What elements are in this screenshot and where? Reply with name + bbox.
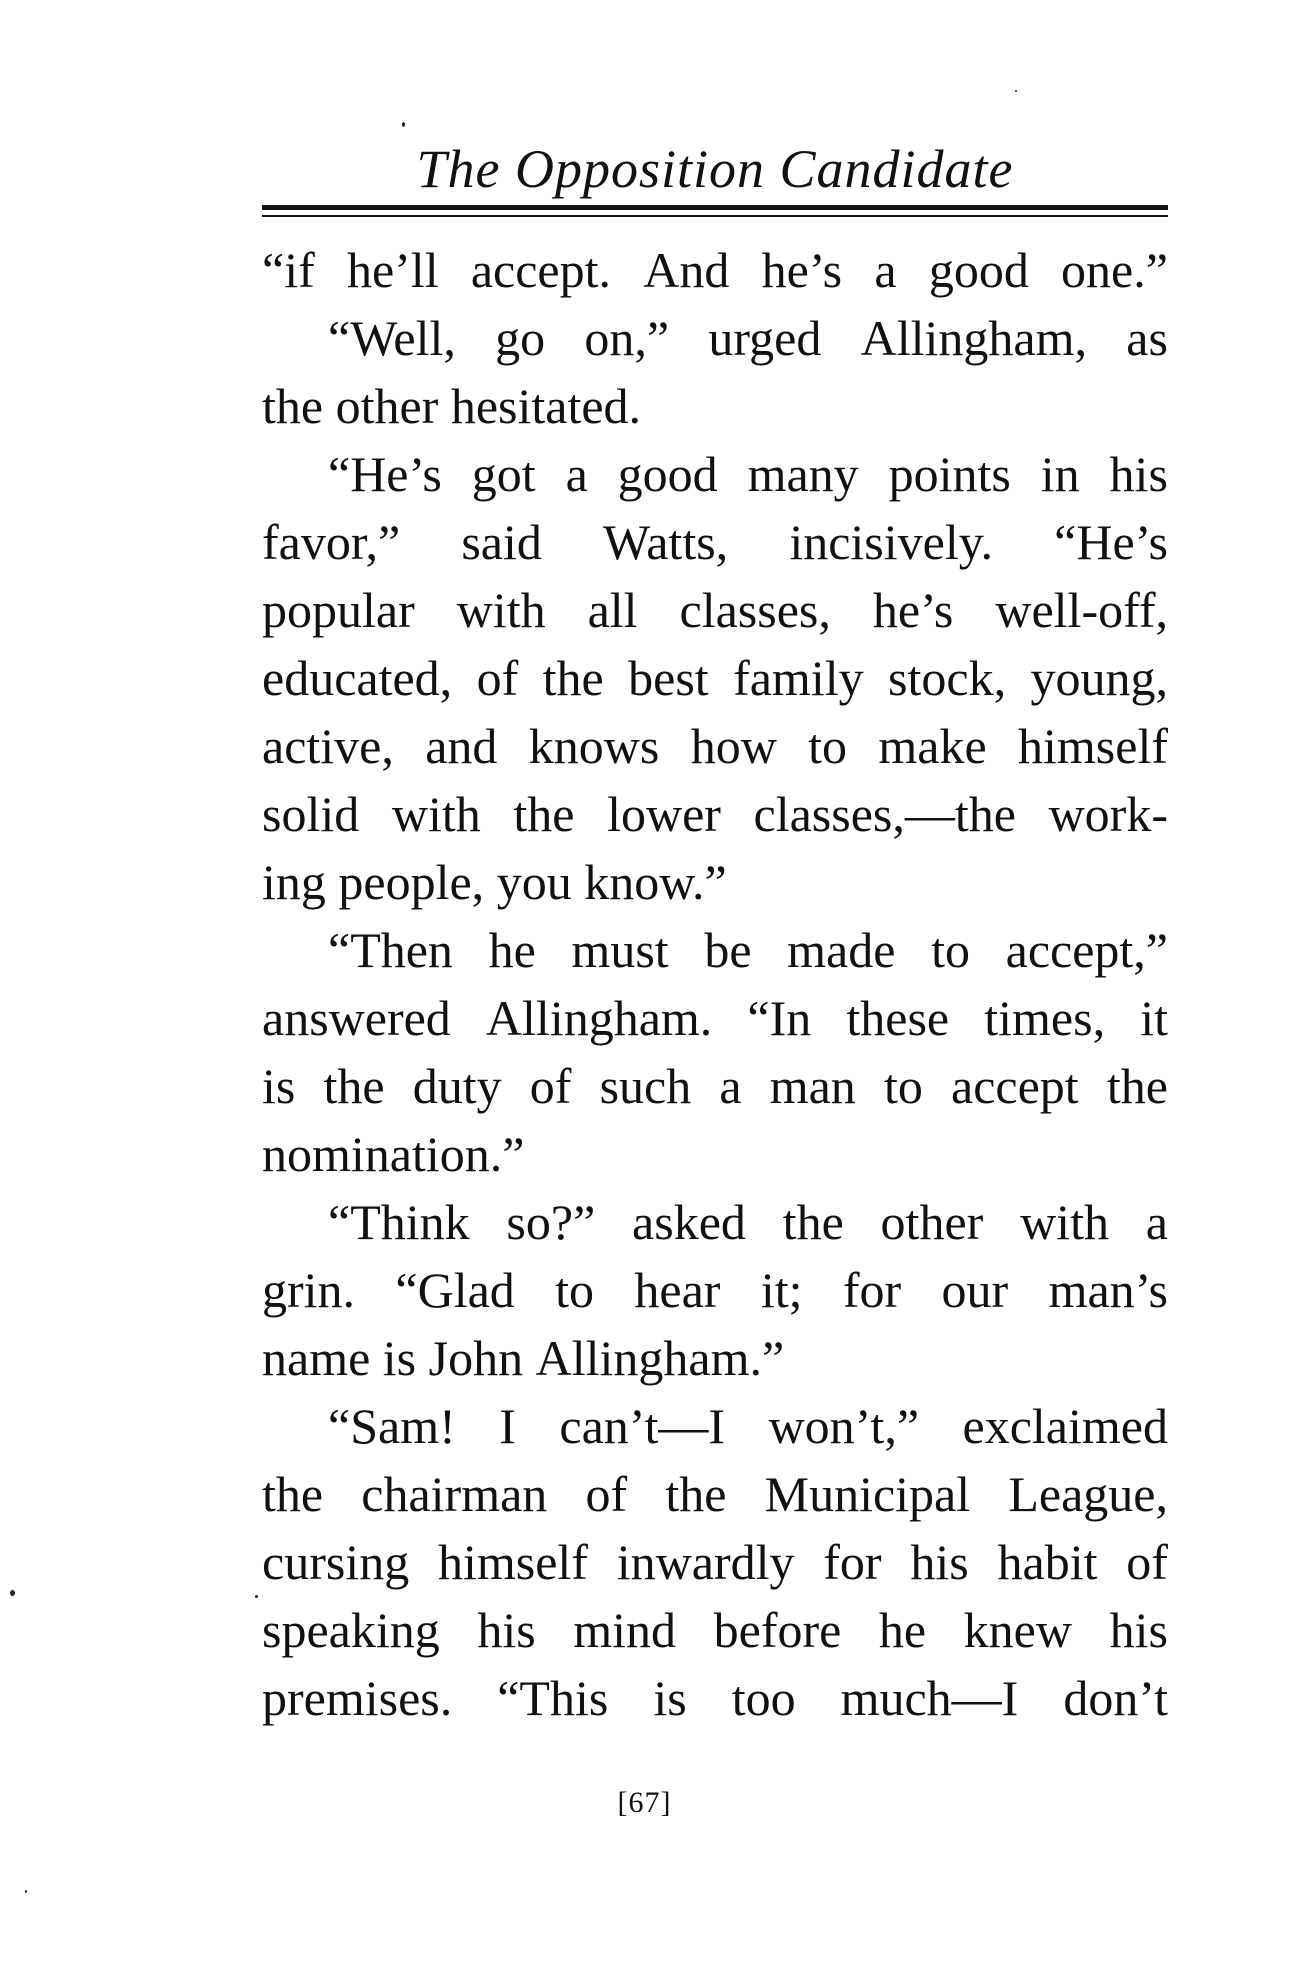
text-word: classes,—the [753,786,1016,842]
text-word: exclaimed [962,1398,1168,1454]
text-word: to [883,1058,923,1114]
text-line [262,780,1168,848]
text-word: can’t—I [559,1398,726,1454]
text-word: “if [262,242,315,298]
text-word: well-off, [995,582,1168,638]
header-rule-thick [262,205,1168,210]
text-word: I [499,1398,516,1454]
text-word: knew [963,1602,1072,1658]
text-line [262,1256,1168,1324]
text-word: got [471,446,536,502]
text-word: of [476,650,519,706]
text-line [262,372,1168,440]
text-word: of [585,1466,628,1522]
text-line [262,1324,1168,1392]
text-word: the [262,1466,324,1522]
text-word: for [823,1534,882,1590]
scan-speck [25,1890,27,1893]
text-word: Allingham.” [535,1330,785,1386]
text-word: favor,” [262,514,401,570]
text-word: his [477,1602,536,1658]
text-word: a [1145,1194,1168,1250]
text-word: make [878,718,987,774]
text-line [262,916,1168,984]
text-line [262,236,1168,304]
text-word: “He’s [328,446,442,502]
text-word: mind [573,1602,677,1658]
text-word: these [846,990,950,1046]
text-word: on,” [584,310,670,366]
text-word: he’s [761,242,843,298]
text-word: in [1040,446,1080,502]
text-word: with [391,786,481,842]
text-word: premises. [262,1670,453,1726]
text-word: such [599,1058,692,1114]
text-word: he [878,1602,927,1658]
text-word: “Sam! [328,1398,456,1454]
text-word: too [731,1670,796,1726]
text-word: good [928,242,1029,298]
text-word: “He’s [1054,514,1168,570]
text-word: the [542,650,604,706]
text-word: family [733,650,864,706]
text-line [262,1392,1168,1460]
text-line [262,1052,1168,1120]
text-word: to [808,718,848,774]
text-word: speaking [262,1602,440,1658]
text-word: be [704,922,752,978]
text-word: hesitated. [450,378,642,434]
text-line [262,508,1168,576]
text-word: duty [412,1058,502,1114]
text-word: times, [984,990,1106,1046]
text-word: won’t,” [768,1398,920,1454]
header-rule-thin [262,215,1168,217]
scan-speck [402,122,405,127]
text-word: chairman [361,1466,548,1522]
text-word: the [782,1194,844,1250]
text-word: must [571,922,669,978]
text-word: “Glad [395,1262,515,1318]
text-word: the [323,1058,385,1114]
text-word: a [565,446,588,502]
text-word: himself [1018,718,1168,774]
text-word: it; [760,1262,803,1318]
text-word: with [456,582,546,638]
text-line [262,984,1168,1052]
text-line [262,712,1168,780]
text-word: asked [632,1194,746,1250]
text-word: inwardly [616,1534,795,1590]
text-word: before [713,1602,842,1658]
text-word: of [1126,1534,1168,1590]
text-word: man [769,1058,856,1114]
text-line [262,1460,1168,1528]
text-word: and [425,718,498,774]
text-line [262,1120,1168,1188]
text-word: answered [262,990,451,1046]
text-word: he [488,922,536,978]
text-word: cursing [262,1534,410,1590]
text-word: John [428,1330,536,1386]
text-line [262,644,1168,712]
text-word: accept. [470,242,612,298]
text-word: good [617,446,718,502]
text-word: hear [634,1262,721,1318]
text-line [262,304,1168,372]
text-word: other [880,1194,984,1250]
text-word: “This [497,1670,609,1726]
text-word: people, [338,854,497,910]
body-text [262,236,1168,1732]
text-word: lower [607,786,721,842]
text-word: work- [1048,786,1168,842]
text-line [262,440,1168,508]
running-head-title: The Opposition Candidate [416,139,1014,199]
text-word: habit [997,1534,1098,1590]
text-word: “In [747,990,812,1046]
text-word: classes, [679,582,831,638]
text-line [262,1188,1168,1256]
text-word: to [931,922,970,978]
text-word: solid [262,786,360,842]
text-word: his [1109,1602,1168,1658]
text-word: himself [437,1534,588,1590]
text-word: stock, [888,650,1007,706]
text-line [262,1664,1168,1732]
text-word: is [653,1670,687,1726]
text-word: man’s [1048,1262,1168,1318]
text-word: for [842,1262,902,1318]
text-line [262,848,1168,916]
text-word: you [496,854,585,910]
text-word: so?” [506,1194,596,1250]
text-word: all [587,582,638,638]
text-word: accept,” [1005,922,1168,978]
text-word: don’t [1063,1670,1168,1726]
text-word: it [1140,990,1168,1046]
text-word: Municipal [764,1466,971,1522]
text-word: with [1020,1194,1109,1250]
text-word: points [888,446,1011,502]
text-word: our [941,1262,1009,1318]
text-word: accept [951,1058,1079,1114]
text-word: many [747,446,859,502]
text-word: Allingham. [485,990,713,1046]
scan-speck [10,1590,15,1596]
text-word: Watts, [603,514,729,570]
text-word: the [513,786,575,842]
text-word: is [382,1330,429,1386]
text-word: the [262,378,336,434]
text-word: “Well, [328,310,456,366]
text-word: one.” [1061,242,1168,298]
text-word: young, [1030,650,1168,706]
text-word: grin. [262,1262,356,1318]
text-word: go [495,310,546,366]
text-word: other [335,378,451,434]
text-word: Allingham, [860,310,1088,366]
text-word: his [910,1534,969,1590]
text-word: educated, [262,650,453,706]
text-word: popular [262,582,415,638]
text-word: he’ll [346,242,439,298]
text-word: “Then [328,922,453,978]
text-word: of [529,1058,572,1114]
text-word: know.” [584,854,727,910]
text-word: a [719,1058,742,1114]
text-line [262,1528,1168,1596]
text-word: active, [262,718,394,774]
page-number: [67] [617,1786,672,1819]
text-word: And [643,242,730,298]
text-word: League, [1008,1466,1168,1522]
text-word: urged [708,310,822,366]
text-word: knows [528,718,660,774]
text-word: best [628,650,709,706]
scan-speck [255,1595,258,1598]
text-word: ing [262,854,339,910]
text-word: name [262,1330,383,1386]
text-word: nomination.” [262,1126,525,1182]
scan-speck [1015,90,1017,92]
text-word: made [787,922,896,978]
text-word: incisively. [789,514,993,570]
text-word: as [1126,310,1168,366]
text-word: said [461,514,542,570]
text-line [262,576,1168,644]
text-word: how [690,718,777,774]
text-word: to [555,1262,595,1318]
text-word: he’s [872,582,954,638]
text-line [262,1596,1168,1664]
text-word: much—I [840,1670,1019,1726]
text-word: his [1109,446,1168,502]
text-word: is [262,1058,296,1114]
text-word: the [1106,1058,1168,1114]
text-word: the [665,1466,727,1522]
text-word: “Think [328,1194,470,1250]
text-word: a [874,242,897,298]
